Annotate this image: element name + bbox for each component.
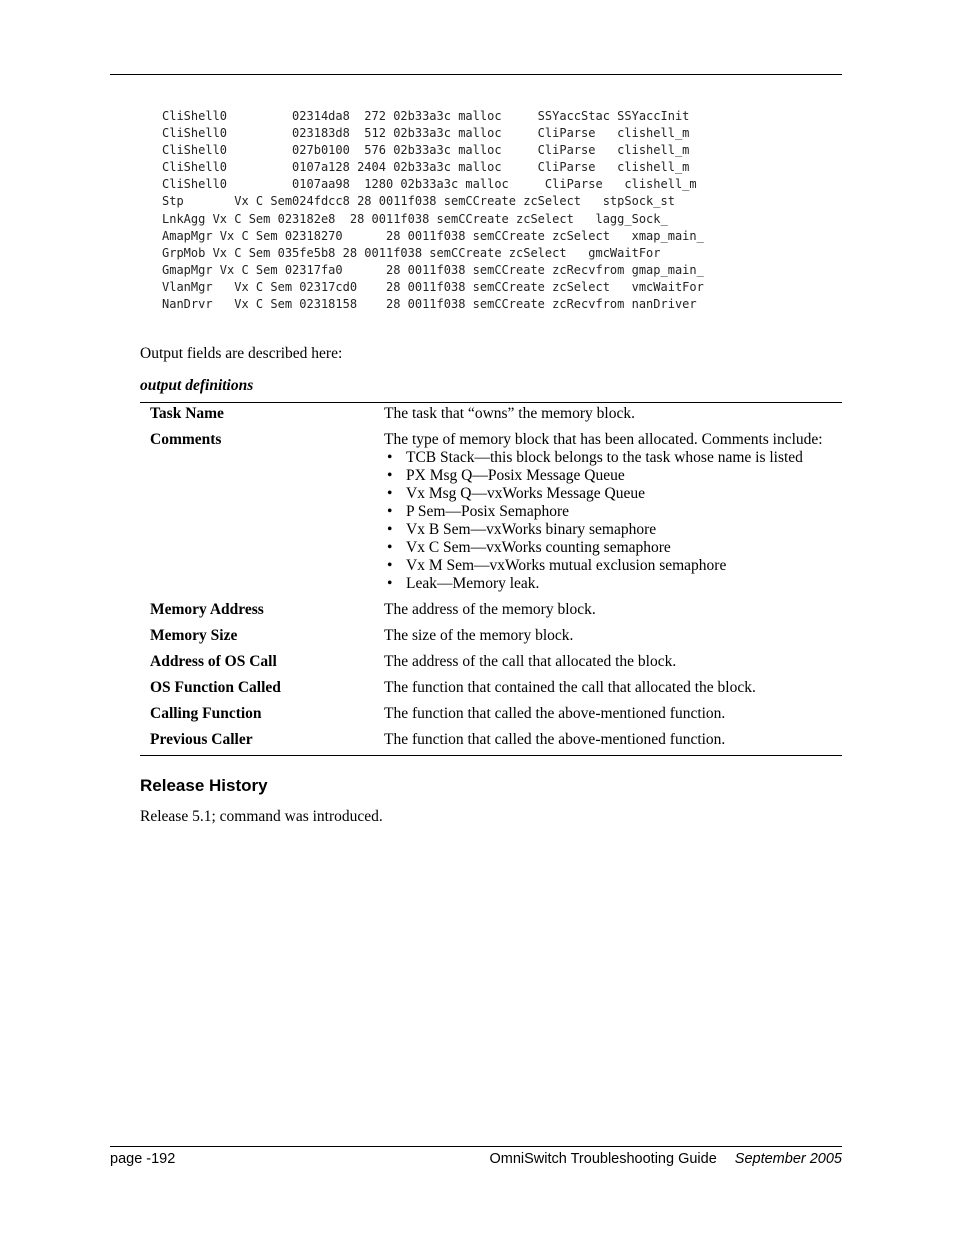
definition-description: The address of the memory block. — [384, 601, 596, 618]
definition-cell — [384, 403, 842, 429]
definition-row — [140, 429, 842, 599]
definition-term: Memory Size — [150, 627, 238, 644]
code-line: VlanMgr Vx C Sem 02317cd0 28 0011f038 semCCreate zcSelect vmcWaitFor — [162, 279, 704, 294]
code-line: GrpMob Vx C Sem 035fe5b8 28 0011f038 semCCreate zcSelect gmcWaitFor — [162, 245, 661, 260]
code-line: CliShell0 027b0100 576 02b33a3c malloc CliParse clishell_m — [162, 143, 690, 158]
code-output-block — [162, 108, 704, 313]
list-item: • Vx Msg Q—vxWorks Message Queue — [384, 485, 842, 503]
definition-term: Calling Function — [150, 705, 262, 722]
definition-description: The task that “owns” the memory block. — [384, 405, 635, 422]
definition-cell — [384, 599, 842, 625]
definition-term: Address of OS Call — [150, 653, 277, 670]
definition-row — [140, 703, 842, 729]
code-line: CliShell0 023183d8 512 02b33a3c malloc CliParse clishell_m — [162, 126, 690, 141]
guide-title: OmniSwitch Troubleshooting Guide — [489, 1151, 717, 1167]
table-caption: output definitions — [140, 377, 254, 394]
definition-row — [140, 677, 842, 703]
code-line: CliShell0 0107a128 2404 02b33a3c malloc CliParse clishell_m — [162, 160, 690, 175]
definition-description: The function that contained the call that allocated the block. — [384, 679, 756, 696]
definition-cell — [384, 651, 842, 677]
definition-row — [140, 625, 842, 651]
list-item: • TCB Stack—this block belongs to the task whose name is listed — [384, 449, 842, 467]
release-history-heading: Release History — [140, 776, 268, 795]
definition-description: The type of memory block that has been allocated. Comments include: — [384, 431, 823, 448]
definition-cell — [384, 703, 842, 729]
comment-types-list — [384, 449, 842, 593]
page-number: page -192 — [110, 1151, 176, 1167]
list-item: • Vx C Sem—vxWorks counting semaphore — [384, 539, 842, 557]
code-line: LnkAgg Vx C Sem 023182e8 28 0011f038 semCCreate zcSelect lagg_Sock_ — [162, 211, 668, 226]
header-rule — [110, 74, 842, 75]
list-item: • Vx M Sem—vxWorks mutual exclusion semaphore — [384, 557, 842, 575]
definition-row — [140, 729, 842, 755]
definition-row — [140, 651, 842, 677]
code-line: AmapMgr Vx C Sem 02318270 28 0011f038 semCCreate zcSelect xmap_main_ — [162, 228, 704, 243]
definition-description: The function that called the above-mentioned function. — [384, 705, 726, 722]
definition-cell — [384, 429, 842, 599]
definitions-table — [140, 402, 842, 756]
list-item: • Leak—Memory leak. — [384, 575, 842, 593]
definition-row — [140, 599, 842, 625]
release-text: Release 5.1; command was introduced. — [140, 808, 383, 825]
code-line: NanDrvr Vx C Sem 02318158 28 0011f038 semCCreate zcRecvfrom nanDriver — [162, 297, 697, 312]
definition-term: OS Function Called — [150, 679, 281, 696]
intro-text: Output fields are described here: — [140, 345, 343, 362]
definition-term: Comments — [150, 431, 222, 448]
definition-term: Memory Address — [150, 601, 264, 618]
definition-description: The function that called the above-mentioned function. — [384, 731, 726, 748]
list-item: • P Sem—Posix Semaphore — [384, 503, 842, 521]
code-line: CliShell0 0107aa98 1280 02b33a3c malloc CliParse clishell_m — [162, 177, 697, 192]
code-line: CliShell0 02314da8 272 02b33a3c malloc SSYaccStac SSYaccInit — [162, 109, 690, 123]
list-item: • PX Msg Q—Posix Message Queue — [384, 467, 842, 485]
definition-description: The size of the memory block. — [384, 627, 574, 644]
definition-cell — [384, 729, 842, 755]
definition-cell — [384, 625, 842, 651]
list-item: • Vx B Sem—vxWorks binary semaphore — [384, 521, 842, 539]
definition-term: Task Name — [150, 405, 224, 422]
footer-right — [489, 1151, 842, 1167]
definition-row — [140, 403, 842, 429]
footer-rule — [110, 1146, 842, 1147]
definition-cell — [384, 677, 842, 703]
definition-description: The address of the call that allocated the block. — [384, 653, 677, 670]
publication-date: September 2005 — [734, 1151, 842, 1167]
code-line: GmapMgr Vx C Sem 02317fa0 28 0011f038 semCCreate zcRecvfrom gmap_main_ — [162, 262, 704, 277]
definition-term: Previous Caller — [150, 731, 253, 748]
code-line: Stp Vx C Sem024fdcc8 28 0011f038 semCCreate zcSelect stpSock_st — [162, 194, 675, 209]
